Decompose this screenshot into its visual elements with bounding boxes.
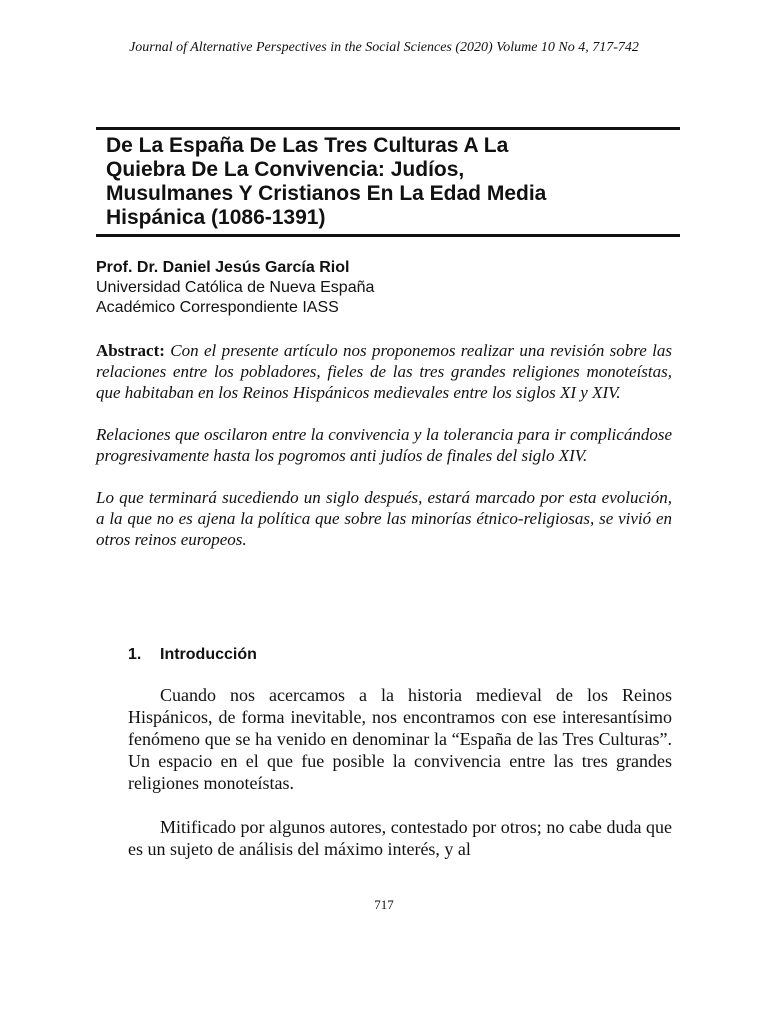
body-paragraph: Cuando nos acercamos a la historia medieval de los Reinos Hispánicos, de forma inevitable, nos encontramos con ese interesantísimo fenómeno que se ha venido en denominar la “España de las Tres Culturas”. Un espacio en el que fue posible la convivencia entre las tres grandes religiones monoteístas. [128,685,672,793]
author-role: Académico Correspondiente IASS [96,299,339,316]
body-paragraph: Mitificado por algunos autores, contestado por otros; no cabe duda que es un sujeto de análisis del máximo interés, y al [128,817,672,859]
section-title: Introducción [160,646,257,663]
author-block [96,258,374,318]
section-number: 1. [128,646,142,663]
page-number: 717 [374,897,394,912]
article-title-line: Hispánica (1086-1391) [106,206,326,229]
abstract-paragraph: Lo que terminará sucediendo un siglo después, estará marcado por esta evolución, a la que no es ajena la política que sobre las minorías étnico-religiosas, se vivió en otros reinos europeos. [96,488,672,549]
body-text [128,684,672,882]
abstract-paragraph [96,340,672,403]
author-affiliation: Universidad Católica de Nueva España [96,279,375,296]
abstract-paragraph: Relaciones que oscilaron entre la convivencia y la tolerancia para ir complicándose progresivamente hasta los pogromos anti judíos de finales del siglo XIV. [96,425,672,465]
abstract-text: Con el presente artículo nos proponemos realizar una revisión sobre las relaciones entre los pobladores, fieles de las tres grandes religiones monoteístas, que habitaban en los Reinos Hispánicos medievales entre los siglos XI y XIV. [96,341,673,402]
abstract [96,340,672,571]
journal-header: Journal of Alternative Perspectives in the Social Sciences (2020) Volume 10 No 4, 717-742 [129,40,639,55]
article-title-line: Musulmanes Y Cristianos En La Edad Media [106,182,547,205]
article-title-line: Quiebra De La Convivencia: Judíos, [106,158,465,181]
section-heading [128,646,257,664]
article-title-box [96,127,680,237]
abstract-label: Abstract: [96,341,165,360]
author-name: Prof. Dr. Daniel Jesús García Riol [96,259,350,276]
article-title-line: De La España De Las Tres Culturas A La [106,134,509,157]
